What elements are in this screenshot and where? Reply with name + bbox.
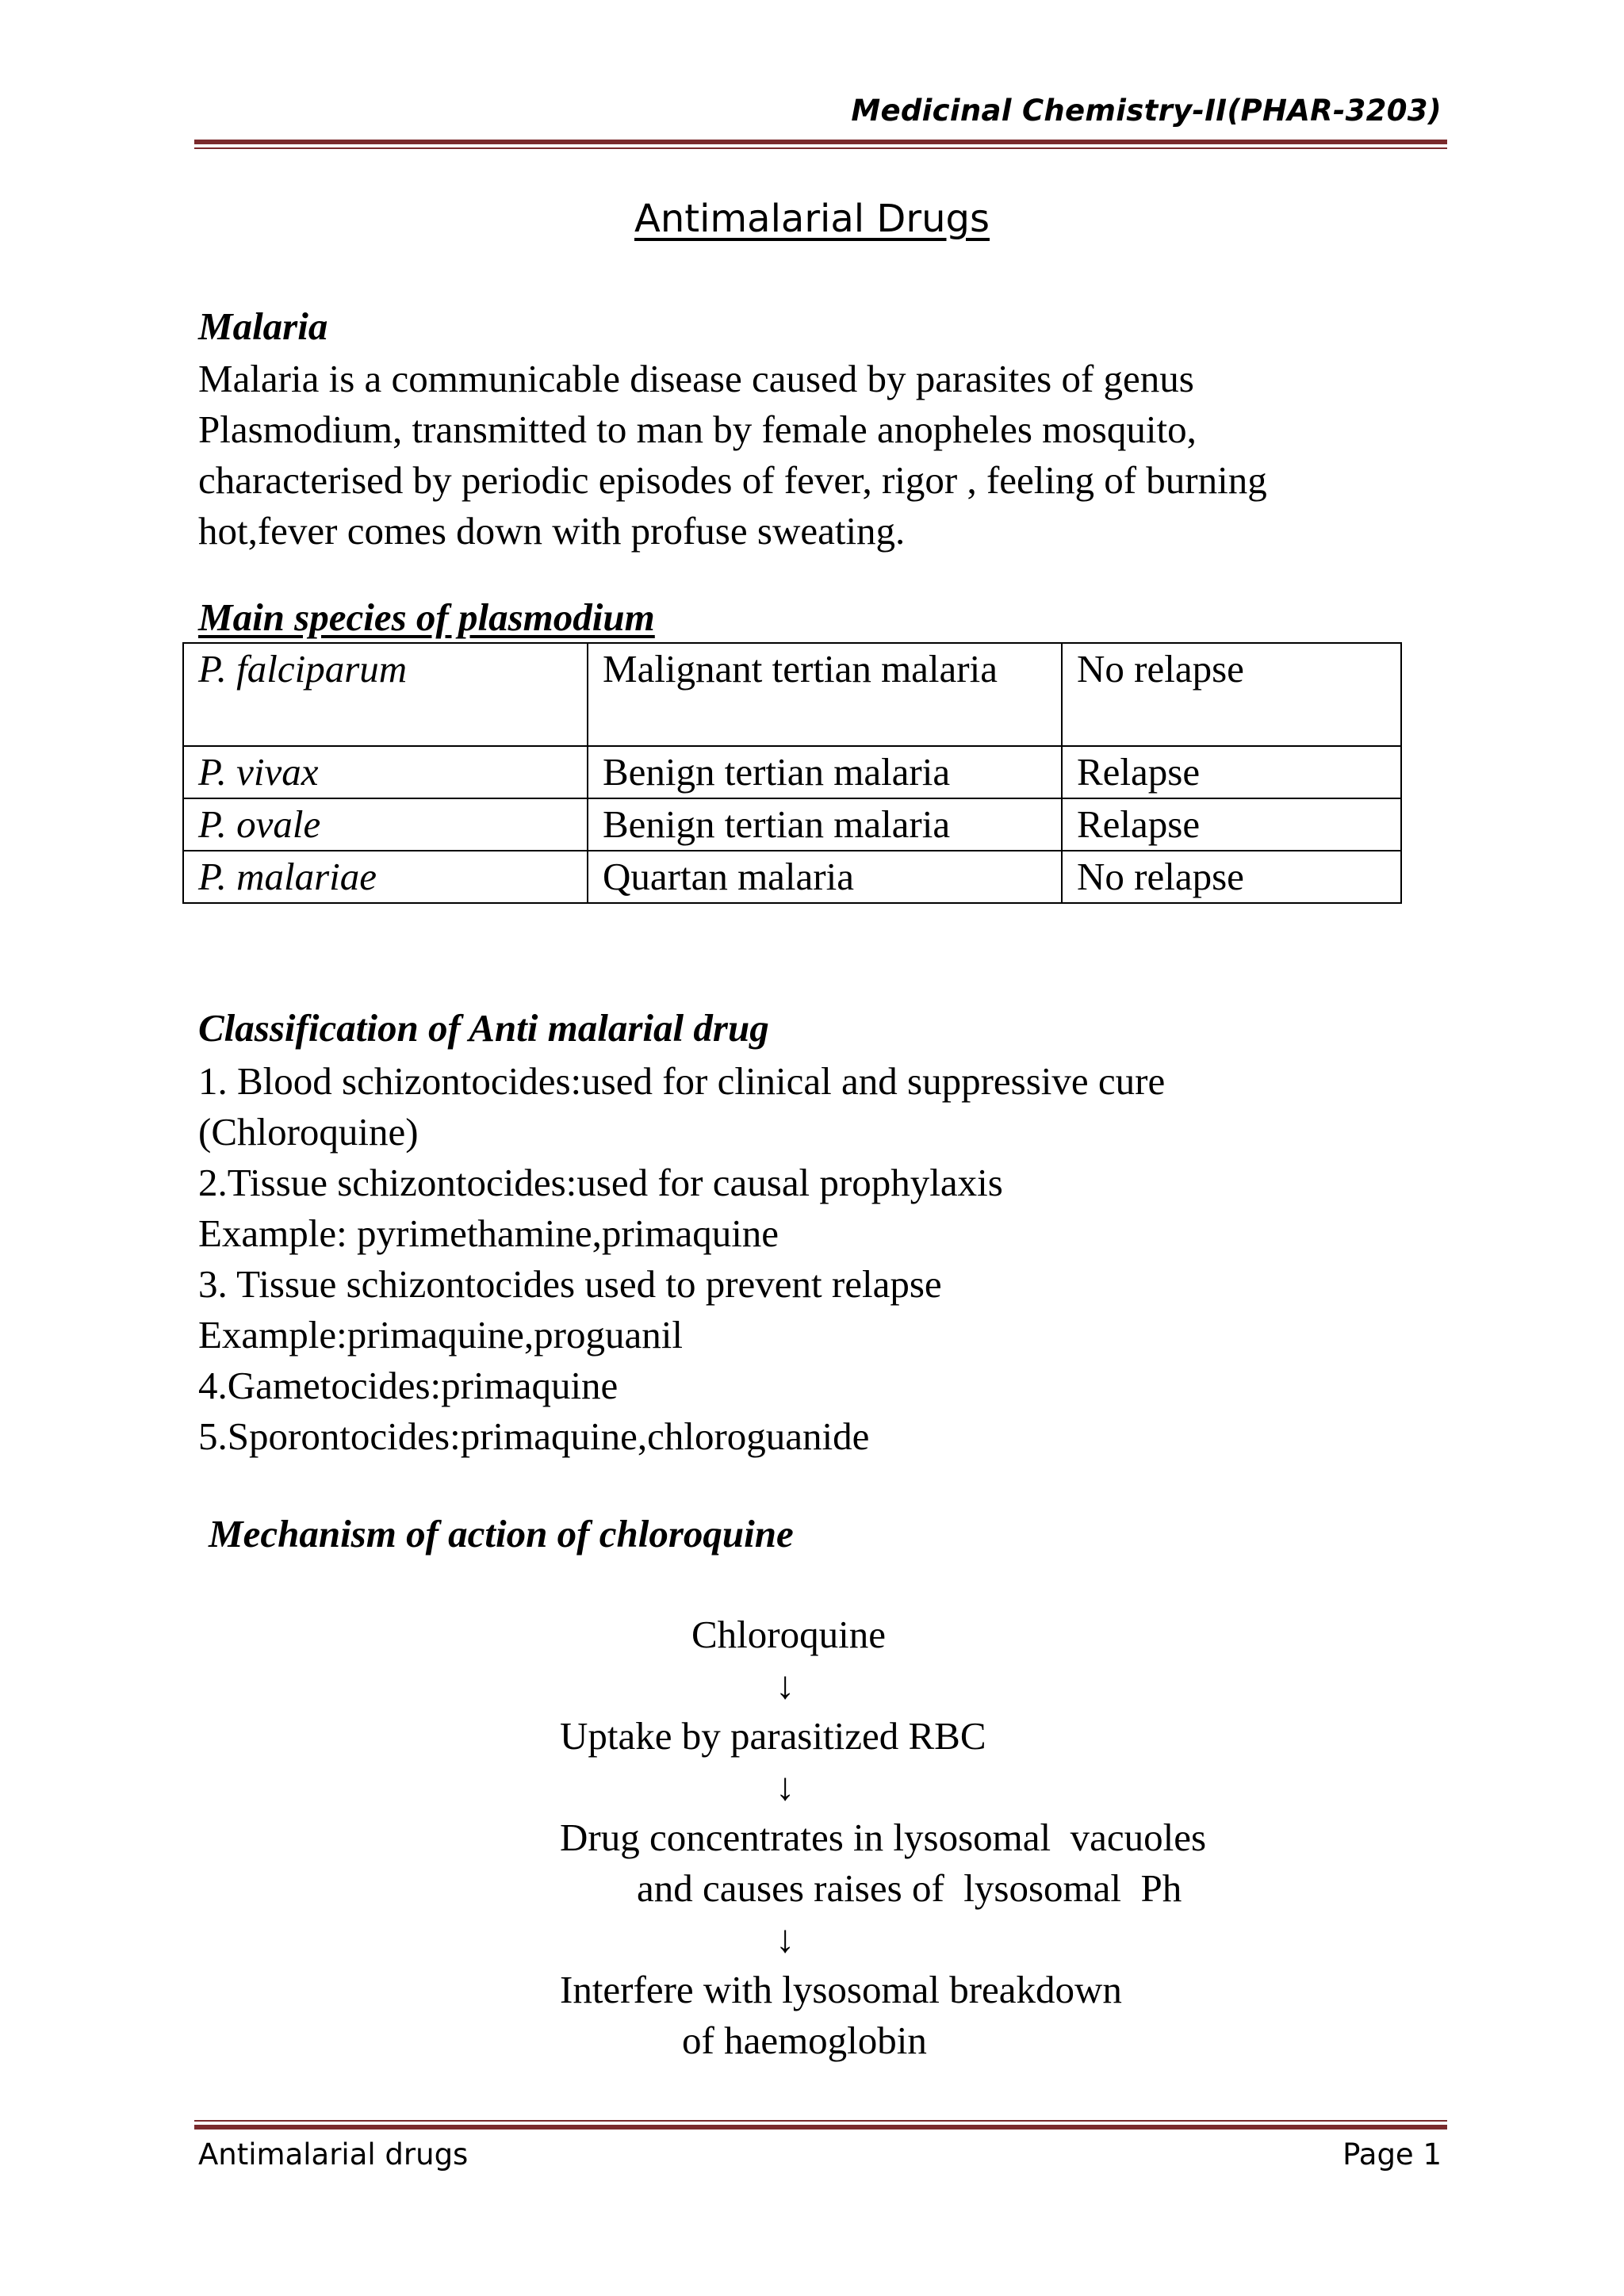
table-row	[183, 798, 1401, 851]
flow-step-uptake: Uptake by parasitized RBC	[560, 1714, 986, 1758]
footer-rule-thin	[194, 2120, 1447, 2122]
malaria-type-cell: Benign tertian malaria	[588, 746, 1062, 798]
classification-line: Example:primaquine,proguanil	[198, 1313, 683, 1357]
species-table	[182, 642, 1402, 904]
mechanism-heading: Mechanism of action of chloroquine	[209, 1512, 794, 1556]
species-heading: Main species of plasmodium	[198, 595, 655, 639]
species-name-cell: P. malariae	[183, 851, 588, 903]
classification-line: 4.Gametocides:primaquine	[198, 1364, 619, 1407]
malaria-type-cell: Quartan malaria	[588, 851, 1062, 903]
flow-step-interfere: Interfere with lysosomal breakdown	[560, 1968, 1122, 2011]
footer-document-name: Antimalarial drugs	[198, 2137, 469, 2172]
classification-line: 1. Blood schizontocides:used for clinical and suppressive cure	[198, 1059, 1166, 1103]
species-name-cell: P. vivax	[183, 746, 588, 798]
species-name-cell: P. ovale	[183, 798, 588, 851]
flow-step-concentrates: Drug concentrates in lysosomal vacuoles	[560, 1816, 1207, 1859]
classification-line: 2.Tissue schizontocides:used for causal prophylaxis	[198, 1161, 1003, 1204]
table-row	[183, 746, 1401, 798]
malaria-paragraph	[198, 354, 1267, 557]
species-name-cell: P. falciparum	[183, 643, 588, 746]
footer-page-number: Page 1	[1342, 2137, 1442, 2172]
malaria-line: Plasmodium, transmitted to man by female anopheles mosquito,	[198, 408, 1197, 451]
classification-line: 3. Tissue schizontocides used to prevent relapse	[198, 1262, 942, 1306]
malaria-heading: Malaria	[198, 304, 328, 348]
malaria-type-cell: Benign tertian malaria	[588, 798, 1062, 851]
header-course-title: Medicinal Chemistry-II(PHAR-3203)	[851, 94, 1442, 128]
malaria-line: characterised by periodic episodes of fever, rigor , feeling of burning	[198, 458, 1267, 502]
relapse-cell: No relapse	[1062, 643, 1401, 746]
relapse-cell: No relapse	[1062, 851, 1401, 903]
malaria-line: hot,fever comes down with profuse sweating.	[198, 509, 906, 553]
table-row	[183, 851, 1401, 903]
classification-line: (Chloroquine)	[198, 1110, 419, 1154]
classification-heading: Classification of Anti malarial drug	[198, 1006, 769, 1050]
table-row	[183, 643, 1401, 746]
relapse-cell: Relapse	[1062, 798, 1401, 851]
header-rule-thin	[194, 147, 1447, 149]
flow-step-concentrates-cont: and causes raises of lysosomal Ph	[637, 1866, 1182, 1910]
malaria-line: Malaria is a communicable disease caused by parasites of genus	[198, 357, 1194, 400]
relapse-cell: Relapse	[1062, 746, 1401, 798]
header-rule-thick	[194, 140, 1447, 144]
page-title: Antimalarial Drugs	[634, 197, 990, 241]
footer-rule-thick	[194, 2125, 1447, 2130]
flow-step-chloroquine: Chloroquine	[691, 1613, 886, 1656]
classification-line: 5.Sporontocides:primaquine,chloroguanide	[198, 1414, 870, 1458]
classification-list	[198, 1056, 1165, 1462]
flow-step-interfere-cont: of haemoglobin	[682, 2019, 927, 2062]
classification-line: Example: pyrimethamine,primaquine	[198, 1211, 779, 1255]
malaria-type-cell: Malignant tertian malaria	[588, 643, 1062, 746]
down-arrow-icon: ↓	[776, 1663, 795, 1707]
down-arrow-icon: ↓	[776, 1917, 795, 1961]
down-arrow-icon: ↓	[776, 1765, 795, 1808]
